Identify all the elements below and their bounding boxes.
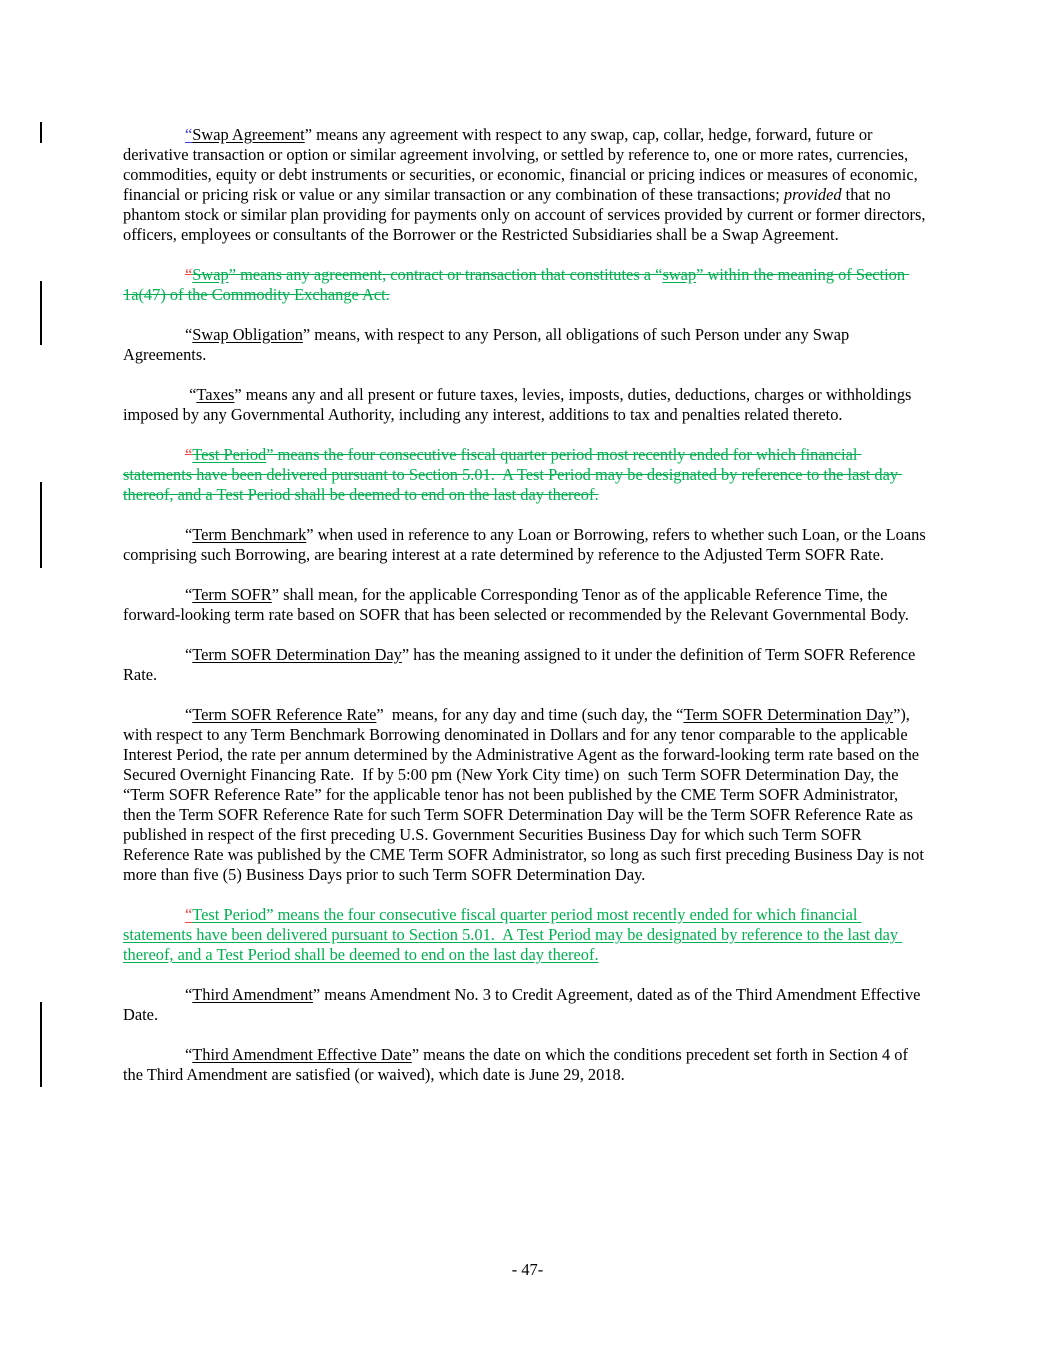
text-run: ” means, with respect to any Person, all obligations of such Person under any Swap Agreements. xyxy=(123,325,853,364)
text-run: that no phantom stock or similar plan providing for payments only on account of services provided by current or former directors, officers, employees or consultants of the Borrower or the Restricted Subsidiaries shall be a Swap Agreement. xyxy=(123,185,930,244)
text-run: “ xyxy=(185,1045,193,1064)
change-bar xyxy=(40,1002,42,1087)
text-run: “ xyxy=(185,445,193,464)
text-run: ” has the meaning assigned to it under the definition of Term SOFR Reference Rate. xyxy=(123,645,920,684)
text-run: “ xyxy=(185,265,193,284)
text-run: ” means the four consecutive fiscal quarter period most recently ended for which financial statements have been delivered pursuant to Section 5.01. A Test Period may be designated by reference to the last day thereof, and a Test Period shall be deemed to end on the last day thereof. xyxy=(123,445,903,504)
text-run: “ xyxy=(185,125,193,144)
text-run: Test Period xyxy=(192,445,267,464)
page-number: - 47- xyxy=(511,1260,544,1279)
term-sofr-reference-rate-definition xyxy=(123,705,930,885)
swap-agreement-definition xyxy=(123,125,930,245)
text-run: Term SOFR Determination Day xyxy=(192,645,402,664)
change-bar xyxy=(40,281,42,345)
text-run: “ xyxy=(185,525,193,544)
text-run: Test Period xyxy=(192,905,267,924)
text-run: Term SOFR Determination Day xyxy=(683,705,894,724)
test-period-definition-deleted xyxy=(123,445,930,505)
text-run: Taxes xyxy=(196,385,235,404)
text-run: ” shall mean, for the applicable Corresponding Tenor as of the applicable Reference Time, the forward-looking term rate based on SOFR that has been selected or recommended by the Relevant Governmental Body. xyxy=(123,585,909,624)
document-body xyxy=(123,125,930,1105)
test-period-definition-inserted xyxy=(123,905,930,965)
term-benchmark-definition xyxy=(123,525,930,565)
text-run: Term SOFR xyxy=(192,585,272,604)
text-run: ” means, for any day and time (such day, the “ xyxy=(376,705,684,724)
text-run: swap xyxy=(662,265,697,284)
third-amendment-effective-date-definition xyxy=(123,1045,930,1085)
text-run: Third Amendment xyxy=(192,985,313,1004)
text-run: ” means any agreement with respect to any swap, cap, collar, hedge, forward, future or derivative transaction or option or similar agreement involving, or settled by reference to, one or more rates, currencies, commodities, equity or debt instruments or securities, or economic, financial or pricing indices or measures of economic, financial or pricing risk or value or any similar transaction or any combination of these transactions; xyxy=(123,125,922,204)
text-run: Swap Obligation xyxy=(192,325,303,344)
text-run: ” when used in reference to any Loan or Borrowing, refers to whether such Loan, or the Loans comprising such Borrowing, are bearing interest at a rate determined by reference to the Adjusted Term SOFR Rate. xyxy=(123,525,930,564)
swap-obligation-definition xyxy=(123,325,930,365)
text-run: ” within the meaning of Section 1a(47) of the Commodity Exchange Act. xyxy=(123,265,910,304)
swap-definition-deleted xyxy=(123,265,930,305)
text-run: Term Benchmark xyxy=(192,525,307,544)
text-run: “ xyxy=(185,325,193,344)
text-run: ” means any agreement, contract or transaction that constitutes a “ xyxy=(228,265,663,284)
text-run: “ xyxy=(185,385,197,404)
text-run: “ xyxy=(185,585,193,604)
text-run: Third Amendment Effective Date xyxy=(192,1045,412,1064)
taxes-definition xyxy=(123,385,930,425)
text-run: ” means any and all present or future taxes, levies, imposts, duties, deductions, charges or withholdings imposed by any Governmental Authority, including any interest, additions to tax and penalties related thereto. xyxy=(123,385,916,424)
term-sofr-determination-day-definition xyxy=(123,645,930,685)
text-run: “ xyxy=(185,985,193,1004)
text-run: provided xyxy=(783,185,842,204)
text-run: ” means the four consecutive fiscal quarter period most recently ended for which financial statements have been delivered pursuant to Section 5.01. A Test Period may be designated by reference to the last day thereof, and a Test Period shall be deemed to end on the last day thereof. xyxy=(123,905,903,964)
text-run: Term SOFR Reference Rate xyxy=(192,705,377,724)
text-run: “ xyxy=(185,705,193,724)
third-amendment-definition xyxy=(123,985,930,1025)
change-bar xyxy=(40,122,42,143)
text-run: ” means the date on which the conditions precedent set forth in Section 4 of the Third Amendment are satisfied (or waived), which date is June 29, 2018. xyxy=(123,1045,913,1084)
text-run: Swap Agreement xyxy=(192,125,305,144)
text-run: ”), with respect to any Term Benchmark Borrowing denominated in Dollars and for any tenor comparable to the applicable Interest Period, the rate per annum determined by the Administrative Agent as the forward-looking term rate based on the Secured Overnight Financing Rate. If by 5:00 pm (New York City time) on such Term SOFR Determination Day, the “Term SOFR Reference Rate” for the applicable tenor has not been published by the CME Term SOFR Administrator, then the Term SOFR Reference Rate for such Term SOFR Determination Day will be the Term SOFR Reference Rate as published in respect of the first preceding U.S. Government Securities Business Day for which such Term SOFR Reference Rate was published by the CME Term SOFR Administrator, so long as such first preceding Business Day is not more than five (5) Business Days prior to such Term SOFR Determination Day. xyxy=(123,705,929,884)
change-bar xyxy=(40,482,42,568)
term-sofr-definition xyxy=(123,585,930,625)
text-run: “ xyxy=(185,905,193,924)
text-run: ” means Amendment No. 3 to Credit Agreement, dated as of the Third Amendment Effective Date. xyxy=(123,985,925,1024)
text-run: Swap xyxy=(192,265,229,284)
text-run: “ xyxy=(185,645,193,664)
